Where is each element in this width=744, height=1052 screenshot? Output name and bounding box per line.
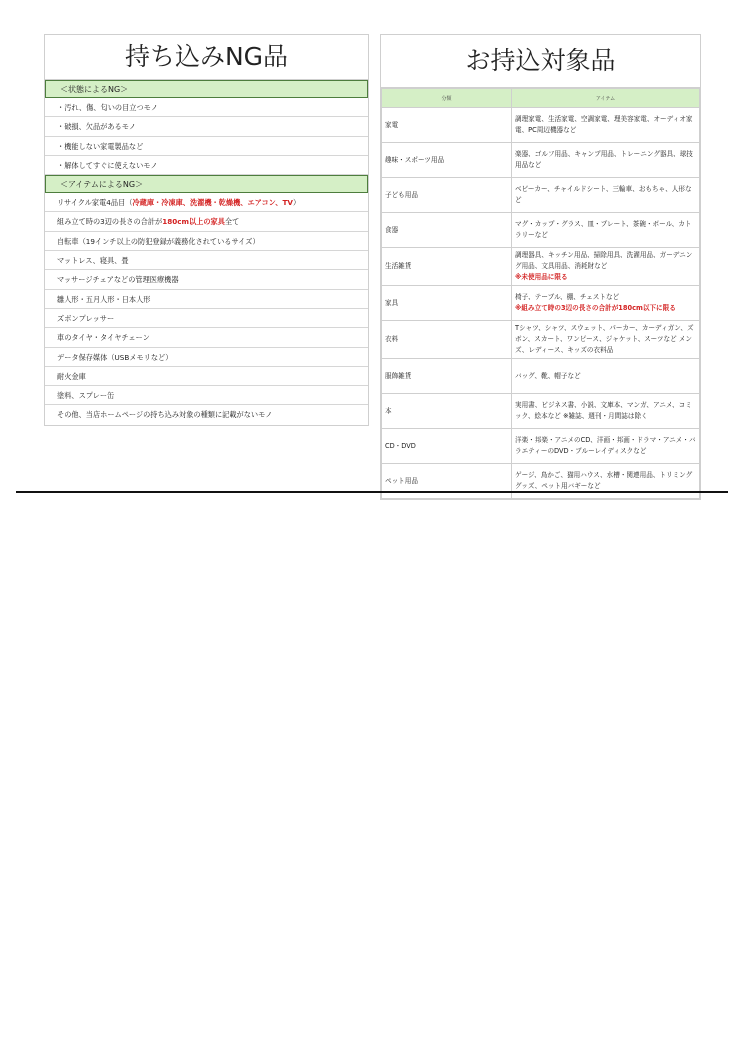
items-cell: ベビーカー、チャイルドシート、三輪車、おもちゃ、人形など — [512, 178, 700, 213]
items-cell: ゲージ、鳥かご、猫用ハウス、水槽・関連用品、トリミンググッズ、ペット用バギーなど — [512, 464, 700, 499]
table-row — [382, 429, 700, 464]
items-cell: マグ・カップ・グラス、皿・プレート、茶碗・ボール、カトラリーなど — [512, 213, 700, 248]
items-cell — [512, 286, 700, 321]
ng-item: データ保存媒体（USBメモリなど） — [45, 348, 368, 367]
condition-item: ・解体してすぐに使えないモノ — [45, 156, 368, 175]
ng-item: 自転車（19インチ以上の防犯登録が義務化されているサイズ） — [45, 232, 368, 251]
category-cell: 衣料 — [382, 321, 512, 359]
category-cell: CD・DVD — [382, 429, 512, 464]
ng-item: マッサージチェアなどの管理医療機器 — [45, 270, 368, 289]
items-note: ※組み立て時の3辺の長さの合計が180cm以下に限る — [515, 304, 676, 312]
table-row — [382, 143, 700, 178]
items-cell: 調理家電、生活家電、空調家電、理美容家電、オーディオ家電、PC周辺機器など — [512, 108, 700, 143]
items-cell: 楽器、ゴルフ用品、キャンプ用品、トレーニング器具、球技用品など — [512, 143, 700, 178]
ng-item-text: 全て — [224, 217, 240, 227]
column-header-category: 分類 — [382, 89, 512, 108]
category-cell: 家電 — [382, 108, 512, 143]
ng-item: マットレス、寝具、畳 — [45, 251, 368, 270]
table-row — [382, 213, 700, 248]
table-row — [382, 108, 700, 143]
ng-item-text: 組み立て時の3辺の長さの合計が — [57, 217, 163, 227]
ng-item: 車のタイヤ・タイヤチェーン — [45, 328, 368, 347]
items-note: ※未使用品に限る — [515, 273, 568, 281]
table-row — [382, 178, 700, 213]
items-cell: バッグ、靴、帽子など — [512, 359, 700, 394]
ng-item: 塗料、スプレー缶 — [45, 386, 368, 405]
ng-item-appliances — [45, 193, 368, 212]
ng-item: 耐火金庫 — [45, 367, 368, 386]
table-row — [382, 248, 700, 286]
ng-title: 持ち込みNG品 — [45, 35, 368, 80]
ng-item-text: ） — [292, 198, 301, 208]
table-row — [382, 359, 700, 394]
column-header-items: アイテム — [512, 89, 700, 108]
table-header-row — [382, 89, 700, 108]
table-row — [382, 286, 700, 321]
items-text: 調理器具、キッチン用品、掃除用具、洗濯用品、ガーデニング用品、文具用品、消耗財など — [515, 251, 693, 270]
ng-item: 雛人形・五月人形・日本人形 — [45, 290, 368, 309]
items-text: 椅子、テーブル、棚、チェストなど — [515, 293, 620, 301]
category-cell: 服飾雑貨 — [382, 359, 512, 394]
items-cell: 洋楽・邦楽・アニメのCD、洋画・邦画・ドラマ・アニメ・バラエティーのDVD・ブルーレイディスクなど — [512, 429, 700, 464]
item-ng-header: ＜アイテムによるNG＞ — [45, 175, 368, 193]
items-cell — [512, 248, 700, 286]
accepted-items-table — [381, 88, 700, 499]
category-cell: 生活雑貨 — [382, 248, 512, 286]
table-row — [382, 464, 700, 499]
ng-item: その他、当店ホームページの持ち込み対象の種類に記載がないモノ — [57, 410, 273, 420]
ng-item-text: リサイクル家電4品目（ — [57, 198, 133, 208]
items-cell: Tシャツ、シャツ、スウェット、パーカー、カーディガン、ズボン、スカート、ワンピース、ジャケット、スーツなど メンズ、レディース、キッズの衣料品 — [512, 321, 700, 359]
category-cell: 趣味・スポーツ用品 — [382, 143, 512, 178]
ng-item-highlight: 180cm以上の家具 — [162, 217, 225, 227]
page-divider — [16, 491, 728, 493]
table-row — [382, 321, 700, 359]
table-row — [382, 394, 700, 429]
condition-item: ・破損、欠品があるモノ — [45, 117, 368, 136]
items-cell: 実用書、ビジネス書、小説、文庫本、マンガ、アニメ、コミック、絵本など ※雑誌、週刊・月間誌は除く — [512, 394, 700, 429]
category-cell: 食器 — [382, 213, 512, 248]
condition-item: ・汚れ、傷、匂いの目立つモノ — [45, 98, 368, 117]
ng-item-furniture — [45, 212, 368, 231]
accepted-title: お持込対象品 — [381, 35, 700, 88]
condition-ng-header: ＜状態によるNG＞ — [45, 80, 368, 98]
condition-item: ・機能しない家電製品など — [45, 137, 368, 156]
category-cell: ペット用品 — [382, 464, 512, 499]
ng-item: ズボンプレッサー — [45, 309, 368, 328]
ng-item-highlight: 冷蔵庫・冷凍庫、洗濯機・乾燥機、エアコン、TV — [132, 198, 293, 208]
category-cell: 子ども用品 — [382, 178, 512, 213]
accepted-items-panel — [380, 34, 701, 500]
category-cell: 本 — [382, 394, 512, 429]
category-cell: 家具 — [382, 286, 512, 321]
ng-items-panel — [44, 34, 369, 426]
